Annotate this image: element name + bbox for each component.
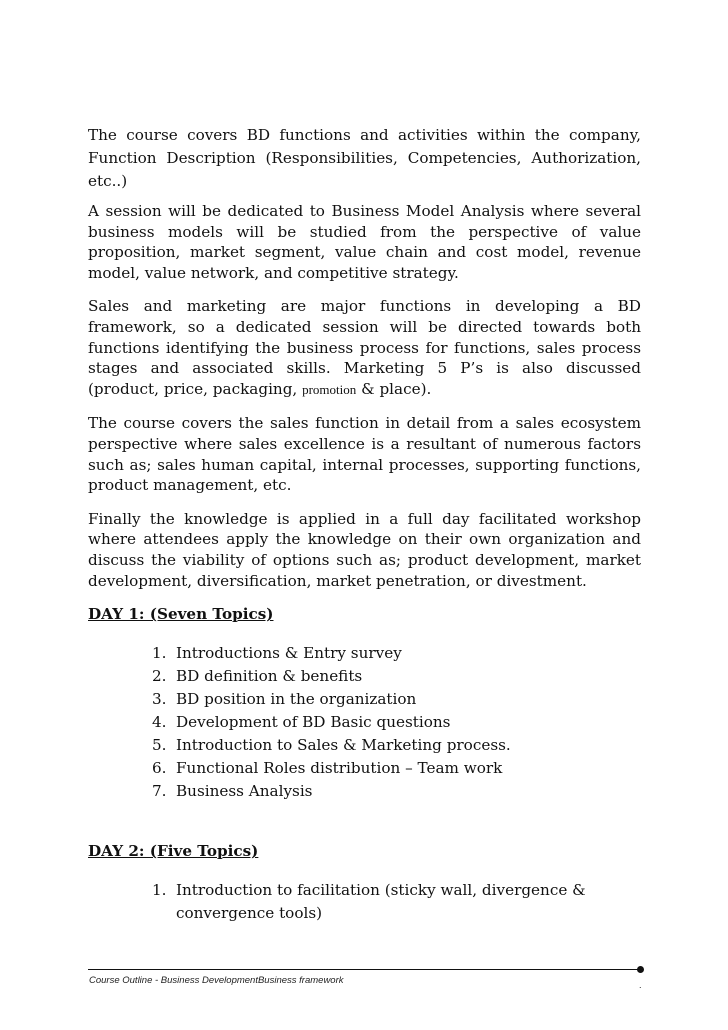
day-1-heading: DAY 1: (Seven Topics): [88, 605, 274, 624]
list-item: [152, 757, 641, 780]
list-item-text-line-1: Introduction to facilitation (sticky wall, divergence &: [176, 881, 586, 900]
footer-dot-icon: [637, 966, 644, 973]
list-item-text: Development of BD Basic questions: [176, 713, 451, 732]
list-item: [152, 665, 641, 688]
list-item: [152, 688, 641, 711]
list-item-text: Functional Roles distribution – Team work: [176, 759, 503, 778]
day-1-topic-list: [88, 642, 641, 803]
list-item-text: Introductions & Entry survey: [176, 644, 402, 663]
paragraph-function-description: The course covers BD functions and activities within the company, Function Description (Responsibilities, Competencies, Authorization, etc..): [88, 126, 641, 190]
footer-text: Course Outline - Business DevelopmentBusiness framework: [89, 975, 344, 986]
promotion-word: promotion: [302, 381, 357, 397]
list-item-number: 3.: [152, 690, 167, 709]
list-item-number: 2.: [152, 667, 167, 686]
list-item-text: BD position in the organization: [176, 690, 417, 709]
list-item: [152, 780, 641, 803]
paragraph-sales-ecosystem: The course covers the sales function in detail from a sales ecosystem perspective where sales excellence is a resultant of numerous factors such as; sales human capital, internal processes, supporting functions, product management, etc.: [88, 414, 641, 495]
list-item-number: 1.: [152, 881, 167, 900]
list-item: [152, 734, 641, 757]
day-2-topic-list: [88, 879, 641, 925]
list-item-text: Business Analysis: [176, 782, 313, 801]
paragraph-sales-marketing: [88, 296, 641, 400]
list-item-text: BD definition & benefits: [176, 667, 363, 686]
list-item: [152, 879, 641, 925]
day-2-heading: DAY 2: (Five Topics): [88, 842, 259, 861]
list-item-number: 1.: [152, 644, 167, 663]
footer-rule: [88, 969, 640, 970]
document-page: [88, 124, 641, 925]
footer-mark: .: [639, 980, 642, 990]
list-item-number: 5.: [152, 736, 167, 755]
paragraph-sales-marketing-main: Sales and marketing are major functions in developing a BD framework, so a dedicated session will be directed towards both functions identifying the business process for functions, sales process stages and associated skills. Marketing 5 P’s is also discussed (product, price, packaging,: [88, 297, 641, 398]
list-item-number: 4.: [152, 713, 167, 732]
list-item-number: 7.: [152, 782, 167, 801]
list-item: [152, 642, 641, 665]
list-item-text-line-2: convergence tools): [176, 904, 323, 923]
list-item-number: 6.: [152, 759, 167, 778]
list-item: [152, 711, 641, 734]
paragraph-business-model-analysis: A session will be dedicated to Business Model Analysis where several business models will be studied from the perspective of value proposition, market segment, value chain and cost model, revenue model, value network, and competitive strategy.: [88, 202, 641, 282]
list-item-text: Introduction to Sales & Marketing process.: [176, 736, 511, 755]
paragraph-workshop: Finally the knowledge is applied in a full day facilitated workshop where attendees apply the knowledge on their own organization and discuss the viability of options such as; product development, market development, diversification, market penetration, or divestment.: [88, 509, 641, 590]
paragraph-sales-marketing-end: & place).: [356, 379, 432, 398]
